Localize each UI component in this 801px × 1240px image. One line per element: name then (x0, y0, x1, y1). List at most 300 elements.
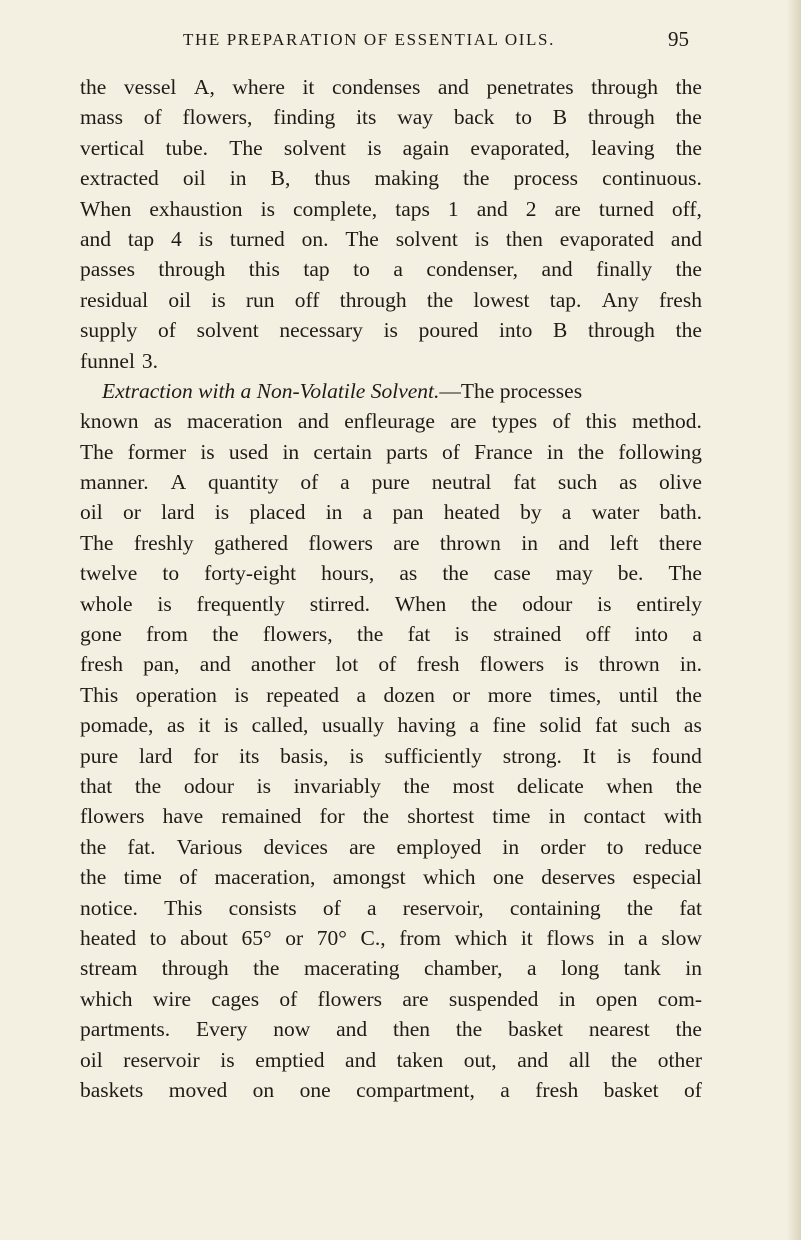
text-line (80, 1014, 702, 1044)
word: is (597, 591, 612, 616)
word: a (500, 1077, 510, 1102)
word: to (515, 105, 532, 130)
word: penetrates (486, 75, 574, 99)
word: one (299, 1077, 331, 1102)
word: parts (386, 439, 428, 464)
word: when (606, 773, 653, 798)
word: The (668, 561, 702, 586)
word: out, (463, 1047, 497, 1072)
text-line (80, 285, 702, 315)
word: basis, (280, 743, 329, 768)
text-line (80, 923, 702, 953)
page-number: 95 (668, 27, 689, 51)
word: it (302, 75, 315, 99)
word: the (577, 439, 605, 464)
word: turned (598, 196, 654, 221)
word: to (162, 561, 180, 586)
word: case (493, 561, 531, 586)
text-line (80, 315, 702, 345)
word: on. (301, 226, 329, 251)
word: thrown (598, 652, 660, 677)
word: deserves (541, 865, 616, 890)
word: C., (360, 925, 386, 950)
word: then (505, 226, 543, 251)
word: which (422, 865, 476, 890)
word: heated (443, 500, 500, 525)
word: is (454, 622, 469, 647)
word: flows (546, 925, 595, 950)
word: It (582, 743, 596, 768)
word: fresh (658, 287, 702, 312)
word: the (675, 1017, 702, 1042)
word: or (285, 925, 304, 950)
word: which (454, 925, 508, 950)
page-header (0, 27, 801, 60)
word: heated (80, 925, 137, 950)
word: tank (623, 956, 661, 981)
word: moved (168, 1077, 228, 1102)
word: is (234, 682, 249, 707)
section-heading: Extraction with a Non-Volatile Solvent. (102, 378, 440, 403)
word: by (520, 500, 542, 525)
word: containing (509, 895, 601, 920)
word: until (618, 682, 659, 707)
word: the (362, 804, 390, 829)
word: This (80, 682, 119, 707)
word: the (675, 773, 702, 798)
word: one (492, 865, 524, 890)
word: off (294, 287, 320, 312)
word: through (161, 956, 229, 981)
word: its (239, 743, 260, 768)
word: baskets (80, 1077, 144, 1102)
word: flowers, (182, 105, 253, 130)
word: as (399, 561, 418, 586)
word: is (214, 500, 230, 525)
word: Various (176, 834, 243, 859)
word: in (548, 804, 566, 829)
word: a (356, 682, 367, 707)
word: such (557, 470, 598, 495)
word: of (158, 318, 176, 343)
word: and (437, 75, 469, 99)
word: flowers (317, 986, 383, 1011)
word: to (606, 834, 624, 859)
word: 65° (241, 925, 272, 950)
text-line (80, 224, 702, 254)
word: oil (182, 166, 206, 191)
word: twelve (80, 561, 138, 586)
word: When (80, 196, 132, 221)
word: the (463, 166, 490, 191)
word: whole (80, 591, 133, 616)
word: B (553, 318, 568, 343)
word: lard (161, 500, 195, 525)
text-line (80, 437, 702, 467)
word: is (211, 287, 226, 312)
text-line (80, 346, 702, 376)
word: through (591, 75, 659, 99)
text-line (80, 497, 702, 527)
word: such (631, 713, 671, 738)
word: residual (80, 287, 149, 312)
word: a (561, 500, 572, 525)
page-edge-shadow (787, 0, 801, 1240)
word: back (453, 105, 495, 130)
word: Any (601, 287, 639, 312)
text-line (80, 1075, 702, 1105)
word: of (143, 105, 162, 130)
word: thus (314, 166, 351, 191)
word: usually (321, 713, 384, 738)
word: as (166, 713, 185, 738)
section-heading-continuation: —The processes (439, 378, 583, 403)
word: the (675, 105, 702, 130)
word: freshly (133, 530, 194, 555)
word: is (564, 652, 579, 677)
word: fresh (535, 1077, 579, 1102)
text-line (80, 589, 702, 619)
word: is (367, 135, 382, 160)
word: in (282, 439, 300, 464)
word: taps (395, 196, 430, 221)
word: are (402, 986, 429, 1011)
word: making (374, 166, 439, 191)
word: devices (263, 834, 328, 859)
word: gathered (213, 530, 288, 555)
text-line (80, 254, 702, 284)
word: is (349, 743, 364, 768)
word: off, (671, 196, 702, 221)
word: repeated (266, 682, 339, 707)
word: are (554, 196, 581, 221)
word: complete, (292, 196, 378, 221)
word: of (279, 986, 298, 1011)
word: evaporated (559, 226, 655, 251)
word: of (179, 865, 198, 890)
word: strong. (502, 743, 562, 768)
word: its (356, 105, 377, 130)
word: bath. (659, 500, 702, 525)
word: reduce (644, 834, 702, 859)
word: chamber, (423, 956, 503, 981)
word: lowest (473, 287, 530, 312)
word: fat (407, 622, 431, 647)
word: in. (679, 652, 702, 677)
word: as (153, 409, 172, 434)
word: placed (249, 500, 306, 525)
text-line (80, 528, 702, 558)
text-line (80, 801, 702, 831)
text-line (80, 862, 702, 892)
word: flowers, (262, 622, 333, 647)
word: and (80, 226, 112, 251)
word: is (200, 439, 215, 464)
word: supply (80, 318, 138, 343)
word: this (585, 409, 617, 434)
word: A (170, 470, 187, 495)
body-text (80, 72, 702, 1105)
word: the (253, 956, 280, 981)
word: extracted (80, 166, 159, 191)
word: method. (632, 409, 702, 434)
word: When (394, 591, 447, 616)
word: the (80, 834, 107, 859)
word: in (685, 956, 702, 981)
word: delicate (516, 773, 584, 798)
word: have (162, 804, 204, 829)
word: from (146, 622, 188, 647)
word: odour (522, 591, 573, 616)
word: order (540, 834, 586, 859)
word: into (498, 318, 533, 343)
word: fat. (127, 834, 156, 859)
word: funnel (80, 348, 135, 373)
text-line (80, 194, 702, 224)
word: A, (193, 75, 215, 99)
word: and (345, 1047, 377, 1072)
word: to (353, 257, 370, 282)
word: a (526, 956, 537, 981)
word: through (158, 257, 226, 282)
word: the (356, 622, 384, 647)
word: more (487, 682, 532, 707)
text-line (80, 741, 702, 771)
word: and (297, 409, 329, 434)
word: 3. (141, 348, 158, 373)
word: be. (617, 561, 644, 586)
word: basket (603, 1077, 659, 1102)
word: into (634, 622, 669, 647)
text-line (80, 953, 702, 983)
word: stirred. (309, 591, 371, 616)
word: and (541, 257, 573, 282)
word: operation (135, 682, 217, 707)
word: is (474, 226, 489, 251)
word: the (134, 773, 162, 798)
word: hours, (321, 561, 375, 586)
word: basket (508, 1017, 563, 1042)
word: evaporated, (470, 135, 571, 160)
text-line (80, 771, 702, 801)
word: the (675, 257, 702, 282)
word: in (607, 925, 625, 950)
word: a (638, 925, 648, 950)
word: where (232, 75, 285, 99)
word: through (588, 318, 655, 343)
word: cages (211, 986, 260, 1011)
word: condenses (331, 75, 421, 99)
word: oil (80, 1047, 103, 1072)
word: tap. (549, 287, 582, 312)
word: from (399, 925, 442, 950)
word: odour (183, 773, 235, 798)
word: vertical (80, 135, 145, 160)
word: or (452, 682, 471, 707)
word: lard (138, 743, 173, 768)
word: finally (596, 257, 653, 282)
word: it (198, 713, 211, 738)
word: dozen (383, 682, 435, 707)
text-line (80, 710, 702, 740)
word: quantity (207, 470, 279, 495)
word: poured (418, 318, 479, 343)
word: and (199, 652, 231, 677)
word: in (546, 439, 564, 464)
word: manner. (80, 470, 149, 495)
word: olive (658, 470, 702, 495)
word: solvent (283, 135, 346, 160)
word: is (256, 773, 272, 798)
text-line (80, 558, 702, 588)
word: of (684, 1077, 702, 1102)
word: com- (657, 986, 702, 1011)
word: thrown (439, 530, 501, 555)
word: in (502, 834, 520, 859)
word: of (442, 439, 460, 464)
word: about (180, 925, 228, 950)
word: pan, (143, 652, 180, 677)
word: is (223, 713, 239, 738)
word: fresh (80, 652, 123, 677)
word: is (260, 196, 275, 221)
word: turned (229, 226, 285, 251)
word: this (248, 257, 280, 282)
text-line (80, 680, 702, 710)
word: in (229, 166, 247, 191)
word: the (212, 622, 239, 647)
word: and (517, 1047, 549, 1072)
word: of (322, 895, 341, 920)
word: the (675, 75, 702, 99)
word: and (336, 1017, 368, 1042)
word: the (626, 895, 654, 920)
word: used (228, 439, 269, 464)
word: called, (251, 713, 309, 738)
word: other (657, 1047, 702, 1072)
word: maceration (187, 409, 283, 434)
word: fat (594, 713, 618, 738)
running-title: THE PREPARATION OF ESSENTIAL OILS. (183, 30, 555, 49)
word: slow (661, 925, 702, 950)
word: 1 (447, 196, 459, 221)
word: exhaustion (149, 196, 243, 221)
word: fat (513, 470, 536, 495)
word: time (123, 865, 162, 890)
word: remained (221, 804, 302, 829)
word: vessel (123, 75, 177, 99)
word: B (552, 105, 568, 130)
word: gone (80, 622, 122, 647)
word: invariably (293, 773, 381, 798)
word: types (491, 409, 538, 434)
word: the (426, 287, 454, 312)
word: a (340, 470, 350, 495)
word: macerating (303, 956, 400, 981)
word: passes (80, 257, 135, 282)
word: long (560, 956, 600, 981)
word: the (610, 1047, 638, 1072)
word: sufficiently (384, 743, 482, 768)
word: the (403, 773, 430, 798)
word: forty-eight (204, 561, 297, 586)
word: the (455, 1017, 483, 1042)
text-line (80, 1045, 702, 1075)
word: flowers (80, 804, 145, 829)
word: most (452, 773, 495, 798)
word: pure (371, 470, 410, 495)
word: then (393, 1017, 431, 1042)
word: or (122, 500, 141, 525)
word: especial (632, 865, 702, 890)
word: a (692, 622, 702, 647)
word: water (591, 500, 640, 525)
text-line (80, 649, 702, 679)
word: process (513, 166, 579, 191)
word: may (555, 561, 593, 586)
word: France (474, 439, 533, 464)
word: the (675, 135, 702, 160)
word: to (149, 925, 167, 950)
word: are (450, 409, 477, 434)
word: that (80, 773, 113, 798)
word: emptied (255, 1047, 325, 1072)
word: finding (273, 105, 336, 130)
word: in (521, 530, 538, 555)
text-line (80, 163, 702, 193)
word: the (471, 591, 498, 616)
word: are (349, 834, 376, 859)
word: way (397, 105, 434, 130)
word: flowers (479, 652, 545, 677)
word: certain (313, 439, 372, 464)
word: employed (396, 834, 482, 859)
word: former (127, 439, 187, 464)
word: the (442, 561, 469, 586)
word: times, (549, 682, 602, 707)
word: another (250, 652, 316, 677)
word: all (568, 1047, 591, 1072)
word: continuous. (602, 166, 702, 191)
word: frequently (196, 591, 285, 616)
word: strained (493, 622, 562, 647)
word: oil (80, 500, 103, 525)
word: 70° (316, 925, 347, 950)
word: a (366, 895, 377, 920)
word: partments. (80, 1017, 171, 1042)
word: the (675, 318, 702, 343)
word: open (595, 986, 638, 1011)
word: 4 (171, 226, 182, 251)
word: neutral (431, 470, 492, 495)
word: it (520, 925, 533, 950)
word: found (651, 743, 702, 768)
word: in (558, 986, 576, 1011)
text-line (80, 72, 702, 102)
word: is (198, 226, 213, 251)
word: mass (80, 105, 123, 130)
word: consists (228, 895, 297, 920)
word: is (157, 591, 172, 616)
word: time (492, 804, 531, 829)
word: reservoir, (402, 895, 484, 920)
word: wire (152, 986, 192, 1011)
word: solid (539, 713, 582, 738)
text-line (80, 406, 702, 436)
word: The (80, 530, 114, 555)
word: 2 (525, 196, 537, 221)
word: entirely (636, 591, 702, 616)
